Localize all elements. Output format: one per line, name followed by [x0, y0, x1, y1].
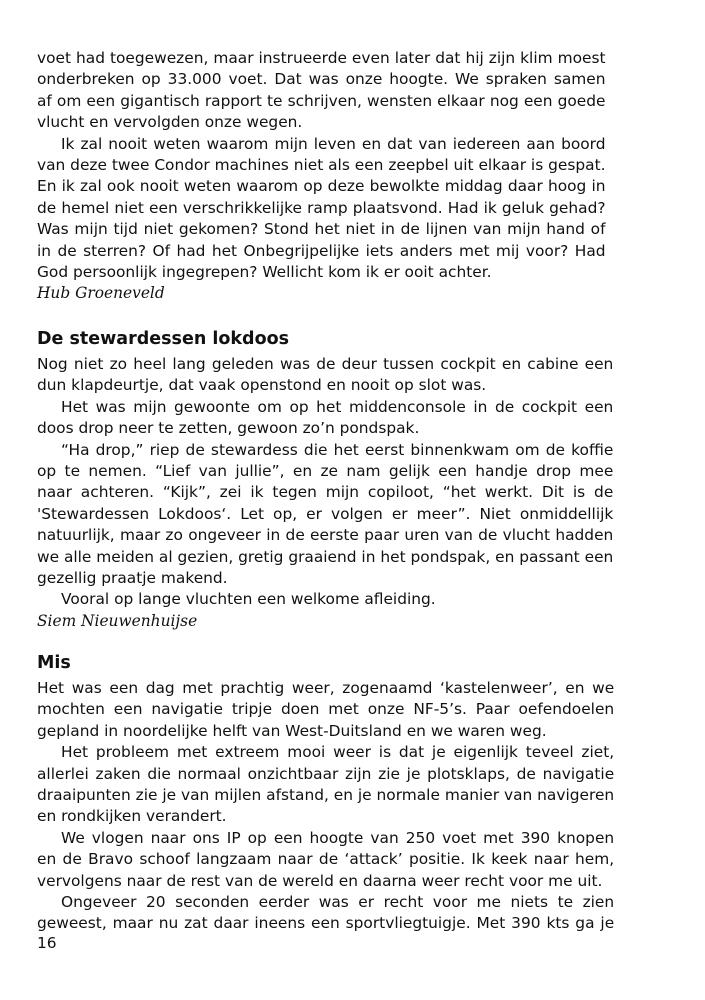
text-line: We vlogen naar ons IP op een hoogte van 250 voet met 390 knopen — [61, 828, 615, 847]
text-line: doos drop neer te zetten, gewoon zo’n pondspak. — [37, 419, 420, 438]
text-line: Was mijn tijd niet gekomen? Stond het niet in de lijnen van mijn hand of — [37, 220, 606, 239]
text-line: gepland in noordelijke helft van West-Duitsland en we waren weg. — [37, 721, 547, 740]
text-line: Ongeveer 20 seconden eerder was er recht voor me niets te zien — [61, 893, 615, 912]
text-line: en de Bravo schoof langzaam naar de ‘attack’ positie. Ik keek naar hem, — [37, 850, 615, 869]
text-line: de hemel niet een verschrikkelijke ramp plaatsvond. Had ik geluk gehad? — [37, 198, 606, 217]
page-number: 16 — [37, 934, 57, 952]
section-title: Mis — [37, 653, 71, 673]
text-line: van deze twee Condor machines niet als een zeepbel uit elkaar is gespat. — [37, 156, 606, 175]
text-line: Nog niet zo heel lang geleden was de deur tussen cockpit en cabine een — [37, 355, 614, 373]
section-lokdoos-text — [37, 354, 613, 632]
text-line: en rondkijken verandert. — [37, 807, 227, 826]
text-line: natuurlijk, maar zo ongeveer in de eerste paar uren van de vlucht hadden — [37, 526, 614, 545]
author-signature: Siem Nieuwenhuijse — [37, 611, 198, 630]
text-line: we alle meiden al gezien, gretig graaiend in het pondspak, en passant een — [37, 547, 614, 566]
author-signature: Hub Groeneveld — [37, 284, 165, 303]
text-line: God persoonlijk ingegrepen? Wellicht kom ik er ooit achter. — [37, 263, 492, 282]
section-condor-text — [37, 48, 606, 305]
text-line: in de sterren? Of had het Onbegrijpelijke iets anders met mij voor? Had — [37, 241, 606, 260]
section-title: De stewardessen lokdoos — [37, 329, 290, 349]
text-line: op te nemen. “Lief van jullie”, en ze nam gelijk een handje drop mee — [37, 462, 614, 481]
text-line: geweest, maar nu zat daar ineens een sportvliegtuigje. Met 390 kts ga je — [37, 914, 615, 933]
text-line: En ik zal ook nooit weten waarom op deze bewolkte middag daar hoog in — [37, 177, 606, 196]
text-line: dun klapdeurtje, dat vaak openstond en nooit op slot was. — [37, 376, 487, 395]
text-line: gezellig praatje makend. — [37, 569, 228, 588]
text-line: naar achteren. “Kijk”, zei ik tegen mijn copiloot, “het werkt. Dit is de — [37, 483, 614, 502]
text-line: Het was mijn gewoonte om op het middenconsole in de cockpit een — [61, 397, 614, 416]
text-line: “Ha drop,” riep de stewardess die het eerst binnenkwam om de koffie — [61, 440, 614, 459]
text-line: Het was een dag met prachtig weer, zogenaamd ‘kastelenweer’, en we — [37, 679, 615, 697]
text-line: Vooral op lange vluchten een welkome afleiding. — [61, 590, 436, 609]
text-line: vlucht en vervolgden onze wegen. — [37, 113, 303, 132]
text-line: 'Stewardessen Lokdoos‘. Let op, er volgen er meer”. Niet onmiddellijk — [37, 504, 614, 523]
text-line: mochten een navigatie tripje doen met onze NF-5’s. Paar oefendoelen — [37, 700, 615, 719]
text-line: Ik zal nooit weten waarom mijn leven en dat van iedereen aan boord — [61, 134, 606, 153]
text-line: voet had toegewezen, maar instrueerde even later dat hij zijn klim moest — [37, 49, 606, 67]
text-line: vervolgens naar de rest van de wereld en daarna weer recht voor me uit. — [37, 871, 603, 890]
text-line: allerlei zaken die normaal onzichtbaar zijn zie je plotsklaps, de navigatie — [37, 764, 615, 783]
text-line: onderbreken op 33.000 voet. Dat was onze hoogte. We spraken samen — [37, 70, 606, 89]
text-line: af om een gigantisch rapport te schrijven, wensten elkaar nog een goede — [37, 91, 606, 110]
section-mis-text — [37, 678, 614, 935]
text-line: Het probleem met extreem mooi weer is dat je eigenlijk teveel ziet, — [61, 743, 615, 762]
text-line: draaipunten zie je van mijlen afstand, en je normale manier van navigeren — [37, 786, 615, 805]
